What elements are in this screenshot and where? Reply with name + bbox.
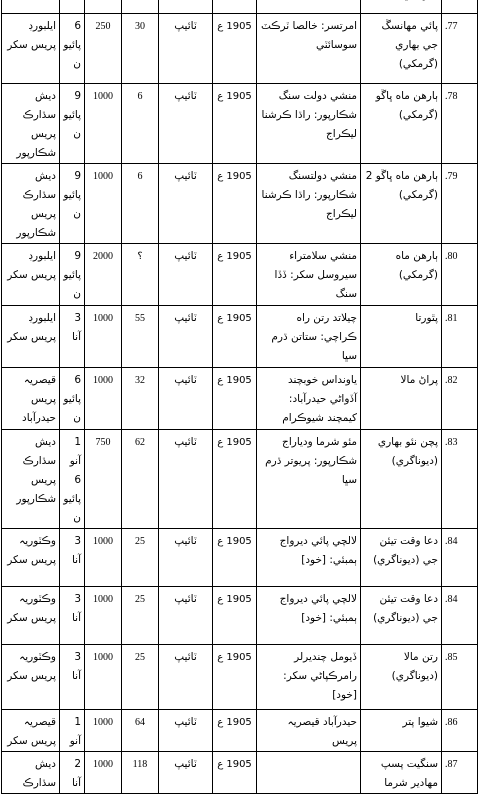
book-title-cell: سنگيت پسپ مهادير شرما xyxy=(361,752,442,794)
printing-press-cell: ديش سڌارڪ پريس شڪارپور xyxy=(2,84,60,164)
author-publisher-cell: منشي سلامتراء سيروسل سکر: ڏڏا سنگ xyxy=(257,244,361,306)
entry-number-cell: .80 xyxy=(442,244,478,306)
publication-year-cell: 1905 ع xyxy=(213,587,257,645)
author-publisher-cell: لالچي پائي ديرواج ٻمبئي: [خود] xyxy=(257,529,361,587)
book-title-cell: پچن نئو بهاري (ديوناگري) xyxy=(361,430,442,529)
entry-number-cell: .87 xyxy=(442,752,478,794)
price-cell: 9 پائيون xyxy=(60,244,85,306)
printing-press-cell: ديش سڌارڪ پريس شڪارپور xyxy=(2,430,60,529)
table-row xyxy=(2,430,478,529)
print-format-cell: ٽائيپ xyxy=(159,710,213,752)
printing-press-cell xyxy=(2,0,60,14)
print-format-cell: ٽائيپ xyxy=(159,368,213,430)
copies-count-cell: 750 xyxy=(85,430,122,529)
author-publisher-cell: مئو شرما ودياراج شڪارپور: پريوتر ڌرم سڀا xyxy=(257,430,361,529)
price-cell: 2 آنا xyxy=(60,752,85,794)
page-count-cell: 6 xyxy=(122,84,159,164)
entry-number-cell: .81 xyxy=(442,306,478,368)
author-publisher-cell: امرتسر: خالصا ٽرڪٽ سوسائٽي xyxy=(257,14,361,84)
table-row xyxy=(2,0,478,14)
book-title-cell: دعا وقت تيئن جي (ديوناگري) xyxy=(361,529,442,587)
publication-year-cell: 1905 ع xyxy=(213,164,257,244)
author-publisher-cell: ياونداس خوبچند آڏواڻي حيدرآباد: کيمچند شيوڪرام xyxy=(257,368,361,430)
copies-count-cell: 2000 xyxy=(85,244,122,306)
price-cell: 9 پائيون xyxy=(60,84,85,164)
entry-number-cell: .84 xyxy=(442,529,478,587)
publication-year-cell: 1905 ع xyxy=(213,306,257,368)
page-count-cell: ؟ xyxy=(122,244,159,306)
price-cell: 3 آنا xyxy=(60,529,85,587)
page-count-cell: 64 xyxy=(122,710,159,752)
author-publisher-cell xyxy=(257,752,361,794)
copies-count-cell: 1000 xyxy=(85,710,122,752)
book-title-cell: ٻارهن ماه ڀاڱو (گرمکي) xyxy=(361,84,442,164)
printing-press-cell: ايلبورڊ پريس سکر xyxy=(2,14,60,84)
printing-press-cell: ديش سڌارڪ پريس شڪارپور xyxy=(2,164,60,244)
author-publisher-cell: ڏيومل چنديرلر رامرڪپاڻي سکر: [خود] xyxy=(257,645,361,710)
entry-number-cell: .77 xyxy=(442,14,478,84)
publication-year-cell: 1905 ع xyxy=(213,710,257,752)
table-row xyxy=(2,244,478,306)
table-row xyxy=(2,587,478,645)
publication-year-cell: 1905 ع xyxy=(213,529,257,587)
publication-year-cell: 1905 ع xyxy=(213,368,257,430)
price-cell xyxy=(60,0,85,14)
printing-press-cell: ايلبورڊ پريس سکر xyxy=(2,244,60,306)
entry-number-cell: .85 xyxy=(442,645,478,710)
page-count-cell: 25 xyxy=(122,645,159,710)
table-row xyxy=(2,645,478,710)
entry-number-cell: .84 xyxy=(442,587,478,645)
copies-count-cell: 1000 xyxy=(85,645,122,710)
page-count-cell: 62 xyxy=(122,430,159,529)
table-row xyxy=(2,710,478,752)
page-count-cell: 25 xyxy=(122,587,159,645)
print-format-cell: ٽائيپ xyxy=(159,306,213,368)
table-row xyxy=(2,368,478,430)
author-publisher-cell: منشي دولت سنگ شڪارپور: راڌا ڪرشنا ليڪراج xyxy=(257,84,361,164)
author-publisher-cell: حيدرآباد قيصريہ پريس xyxy=(257,710,361,752)
table-row xyxy=(2,14,478,84)
book-title-cell: دعا وقت تيئن جي (ديوناگري) xyxy=(361,587,442,645)
copies-count-cell: 1000 xyxy=(85,84,122,164)
publication-year-cell: 1905 ع xyxy=(213,14,257,84)
author-publisher-cell xyxy=(257,0,361,14)
print-format-cell: ٽائيپ xyxy=(159,244,213,306)
table-row xyxy=(2,752,478,794)
print-format-cell: ٽائيپ xyxy=(159,529,213,587)
page-count-cell xyxy=(122,0,159,14)
print-format-cell: ٽائيپ xyxy=(159,430,213,529)
book-title-cell: پائي مهانسڱ جي بهاري (گرمکي) xyxy=(361,14,442,84)
author-publisher-cell: منشي دولتسنگ شڪارپور: راڌا ڪرشنا ليڪراج xyxy=(257,164,361,244)
copies-count-cell: 1000 xyxy=(85,306,122,368)
price-cell: 3 آنا xyxy=(60,306,85,368)
table-row xyxy=(2,529,478,587)
copies-count-cell: 250 xyxy=(85,14,122,84)
book-title-cell: رتن مالا (ديوناگري) xyxy=(361,645,442,710)
entry-number-cell: .82 xyxy=(442,368,478,430)
entry-number-cell xyxy=(442,0,478,14)
print-format-cell: ٽائيپ xyxy=(159,645,213,710)
price-cell: 6 پائيون xyxy=(60,14,85,84)
publication-year-cell: 1905 ع xyxy=(213,84,257,164)
book-title-cell: ٻارهن ماه (گرمکي) xyxy=(361,244,442,306)
entry-number-cell: .79 xyxy=(442,164,478,244)
entry-number-cell: .83 xyxy=(442,430,478,529)
printing-press-cell: قيصريہ پريس حيدرآباد xyxy=(2,368,60,430)
page-count-cell: 55 xyxy=(122,306,159,368)
copies-count-cell xyxy=(85,0,122,14)
price-cell: 3 آنا xyxy=(60,645,85,710)
page-count-cell: 32 xyxy=(122,368,159,430)
publication-year-cell: 1905 ع xyxy=(213,430,257,529)
copies-count-cell: 1000 xyxy=(85,368,122,430)
copies-count-cell: 1000 xyxy=(85,529,122,587)
price-cell: 6 پائيون xyxy=(60,368,85,430)
page-count-cell: 6 xyxy=(122,164,159,244)
page-count-cell: 25 xyxy=(122,529,159,587)
printing-press-cell: وڪٽوريہ پريس سکر xyxy=(2,645,60,710)
publication-year-cell: 1905 ع xyxy=(213,244,257,306)
copies-count-cell: 1000 xyxy=(85,752,122,794)
printing-press-cell: وڪٽوريہ پريس سکر xyxy=(2,587,60,645)
author-publisher-cell: لالچي پائي ديرواج ٻمبئي: [خود] xyxy=(257,587,361,645)
entry-number-cell: .86 xyxy=(442,710,478,752)
page-count-cell: 118 xyxy=(122,752,159,794)
printing-press-cell: وڪٽوريہ پريس سکر xyxy=(2,529,60,587)
copies-count-cell: 1000 xyxy=(85,587,122,645)
page-count-cell: 30 xyxy=(122,14,159,84)
table-row xyxy=(2,164,478,244)
book-title-cell xyxy=(361,0,442,14)
book-title-cell: ٻارهن ماه ڀاڱو 2 (گرمکي) xyxy=(361,164,442,244)
printing-press-cell: قيصريہ پريس سکر xyxy=(2,710,60,752)
price-cell: 9 پائيون xyxy=(60,164,85,244)
book-title-cell: شيوا پتر xyxy=(361,710,442,752)
table-body xyxy=(2,0,478,794)
entry-number-cell: .78 xyxy=(442,84,478,164)
print-format-cell: ٽائيپ xyxy=(159,14,213,84)
printing-press-cell: ديش سڌارڪ xyxy=(2,752,60,794)
book-title-cell: پراڻ مالا xyxy=(361,368,442,430)
print-format-cell: ٽائيپ xyxy=(159,752,213,794)
book-title-cell: پٿورتا xyxy=(361,306,442,368)
print-format-cell: ٽائيپ xyxy=(159,587,213,645)
publication-year-cell: 1905 ع xyxy=(213,645,257,710)
table-row xyxy=(2,306,478,368)
price-cell: 1 آنو xyxy=(60,710,85,752)
bibliography-table xyxy=(1,0,478,794)
printing-press-cell: ايلبورڊ پريس سکر xyxy=(2,306,60,368)
copies-count-cell: 1000 xyxy=(85,164,122,244)
print-format-cell: ٽائيپ xyxy=(159,164,213,244)
author-publisher-cell: چيلاتد رتن راه ڪراچي: ستاتن ڌرم سڀا xyxy=(257,306,361,368)
table-row xyxy=(2,84,478,164)
print-format-cell: ٽائيپ xyxy=(159,84,213,164)
price-cell: 3 آنا xyxy=(60,587,85,645)
print-format-cell xyxy=(159,0,213,14)
publication-year-cell xyxy=(213,0,257,14)
price-cell: 1 آنو 6 پائيون xyxy=(60,430,85,529)
publication-year-cell: 1905 ع xyxy=(213,752,257,794)
